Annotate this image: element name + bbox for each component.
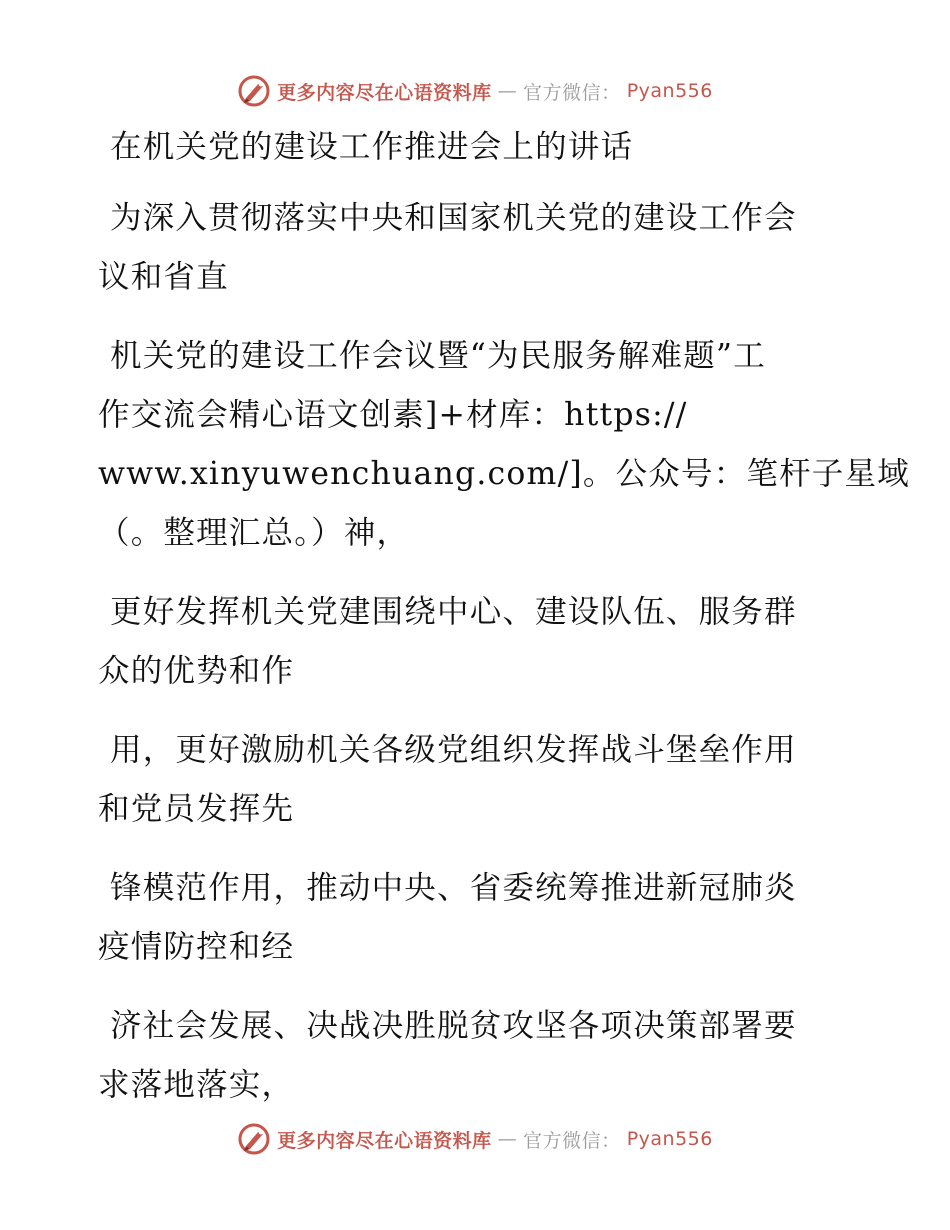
banner-separator: — bbox=[497, 80, 518, 102]
footer-banner bbox=[0, 1119, 950, 1159]
paragraph-line: 锋模范作用，推动中央、省委统筹推进新冠肺炎 bbox=[110, 870, 797, 906]
paragraph-line: 济社会发展、决战决胜脱贫攻坚各项决策部署要 bbox=[110, 1008, 797, 1044]
document-title-text: 在机关党的建设工作推进会上的讲话 bbox=[110, 129, 634, 165]
document-title bbox=[98, 118, 858, 177]
banner-main-text: 更多内容尽在心语资料库 bbox=[277, 81, 492, 104]
paragraph-line: 疫情防控和经 bbox=[98, 929, 295, 965]
paragraph-line: 用，更好激励机关各级党组织发挥战斗堡垒作用 bbox=[110, 732, 797, 768]
paragraph bbox=[98, 189, 858, 307]
paragraph bbox=[98, 721, 858, 839]
paragraph-line: 众的优势和作 bbox=[98, 653, 295, 689]
paragraph bbox=[98, 327, 910, 563]
paragraph-line: 议和省直 bbox=[98, 259, 229, 295]
pen-brush-logo-icon bbox=[237, 74, 271, 108]
pen-brush-logo-icon bbox=[237, 1122, 271, 1156]
banner-wechat-id: Pyan556 bbox=[626, 1128, 713, 1150]
paragraph-line: 和党员发挥先 bbox=[98, 791, 295, 827]
banner-wechat-id: Pyan556 bbox=[626, 80, 713, 102]
paragraph bbox=[98, 859, 858, 977]
paragraph-line: 更好发挥机关党建围绕中心、建设队伍、服务群 bbox=[110, 594, 797, 630]
paragraph-line: 作交流会精心语文创素]+材库：https:// bbox=[98, 397, 688, 433]
paragraph-line: www.xinyuwenchuang.com/]。公众号：笔杆子星域 bbox=[98, 456, 910, 492]
banner-separator: — bbox=[497, 1128, 518, 1150]
header-banner bbox=[0, 71, 950, 111]
banner-wechat-label: 官方微信： bbox=[523, 1129, 621, 1152]
document-body bbox=[98, 118, 910, 1135]
paragraph-line: 为深入贯彻落实中央和国家机关党的建设工作会 bbox=[110, 200, 797, 236]
banner-main-text: 更多内容尽在心语资料库 bbox=[277, 1129, 492, 1152]
paragraph bbox=[98, 583, 858, 701]
paragraph bbox=[98, 997, 858, 1115]
paragraph-line: （。整理汇总。）神， bbox=[98, 515, 410, 551]
paragraph-line: 机关党的建设工作会议暨“为民服务解难题”工 bbox=[110, 338, 766, 374]
paragraph-line: 求落地落实， bbox=[98, 1067, 295, 1103]
banner-wechat-label: 官方微信： bbox=[523, 81, 621, 104]
